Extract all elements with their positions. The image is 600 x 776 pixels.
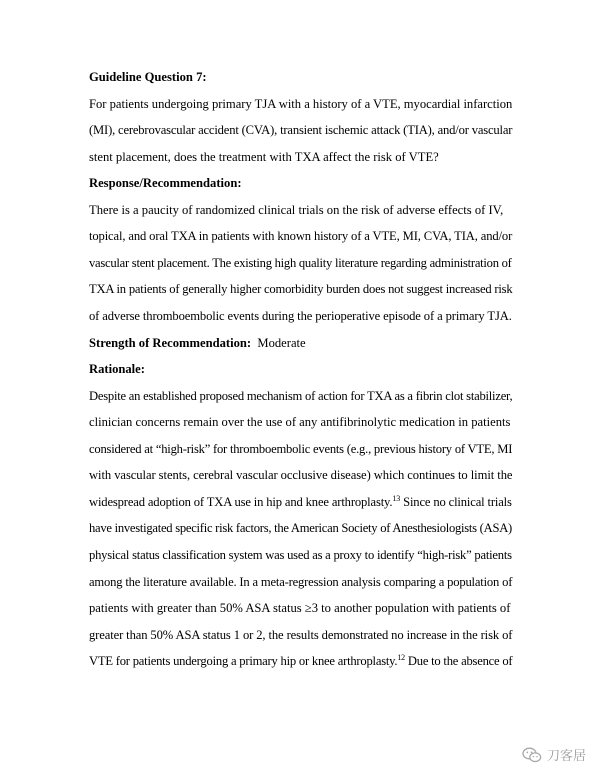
body-text-line <box>89 653 512 669</box>
line-text: (MI), cerebrovascular accident (CVA), transient ischemic attack (TIA), and/or vascular <box>89 123 513 138</box>
line-text: physical status classification system was used as a proxy to identify “high-risk” patients <box>89 547 512 562</box>
line-text-continued: Since no clinical trials <box>400 494 512 509</box>
section-heading <box>89 335 306 351</box>
section-heading <box>89 175 242 191</box>
heading-text: Rationale: <box>89 362 145 377</box>
body-text-line <box>89 467 512 483</box>
line-text: among the literature available. In a meta-regression analysis comparing a population of <box>89 574 513 589</box>
body-text-line <box>89 547 512 563</box>
line-text: have investigated specific risk factors, the American Society of Anesthesiologists (ASA) <box>89 521 512 536</box>
body-text-line <box>89 122 512 138</box>
line-text-continued: Moderate <box>251 335 306 350</box>
body-text-line <box>89 520 512 536</box>
body-text-line <box>89 228 512 244</box>
body-text-line <box>89 494 512 510</box>
section-heading <box>89 361 145 377</box>
heading-text: Guideline Question 7: <box>89 70 207 84</box>
body-text-line <box>89 149 439 165</box>
section-heading <box>89 69 207 85</box>
citation-superscript: 13 <box>392 493 401 503</box>
body-text-line <box>89 600 510 616</box>
watermark <box>522 745 586 764</box>
body-text-line <box>89 308 512 324</box>
citation-superscript: 12 <box>397 653 405 663</box>
line-text: Despite an established proposed mechanism of action for TXA as a fibrin clot stabilizer, <box>89 388 513 403</box>
line-text: greater than 50% ASA status 1 or 2, the results demonstrated no increase in the risk of <box>89 627 513 642</box>
heading-text: Response/Recommendation: <box>89 176 242 191</box>
line-text: widespread adoption of TXA use in hip and knee arthroplasty. <box>89 494 393 509</box>
body-text-line <box>89 96 512 112</box>
line-text: topical, and oral TXA in patients with known history of a VTE, MI, CVA, TIA, and/or <box>89 229 513 244</box>
line-text: VTE for patients undergoing a primary hip or knee arthroplasty. <box>89 654 398 669</box>
line-text: TXA in patients of generally higher comorbidity burden does not suggest increased risk <box>89 282 513 297</box>
body-text-line <box>89 441 512 457</box>
body-text-line <box>89 627 512 643</box>
body-text-line <box>89 388 512 404</box>
body-text-line <box>89 574 512 590</box>
line-text: considered at “high-risk” for thromboembolic events (e.g., previous history of VTE, MI <box>89 441 513 456</box>
body-text-line <box>89 281 512 297</box>
wechat-logo-icon <box>522 747 542 763</box>
body-text-line <box>89 202 503 218</box>
line-text: with vascular stents, cerebral vascular occlusive disease) which continues to limit the <box>89 468 513 483</box>
watermark-text: 刀客居 <box>546 749 586 764</box>
line-text: stent placement, does the treatment with TXA affect the risk of VTE? <box>89 149 439 164</box>
line-text: vascular stent placement. The existing high quality literature regarding administration of <box>89 255 512 270</box>
line-text: clinician concerns remain over the use of any antifibrinolytic medication in patients <box>89 415 511 430</box>
body-text-line <box>89 255 512 271</box>
line-text: There is a paucity of randomized clinical trials on the risk of adverse effects of IV, <box>89 202 504 217</box>
line-text: For patients undergoing primary TJA with a history of a VTE, myocardial infarction <box>89 96 513 111</box>
line-text: patients with greater than 50% ASA status ≥3 to another population with patients of <box>89 601 511 615</box>
heading-text: Strength of Recommendation: <box>89 335 252 350</box>
body-text-line <box>89 414 510 430</box>
line-text-continued: Due to the absence of <box>404 654 513 669</box>
line-text: of adverse thromboembolic events during the perioperative episode of a primary TJA. <box>89 309 512 323</box>
